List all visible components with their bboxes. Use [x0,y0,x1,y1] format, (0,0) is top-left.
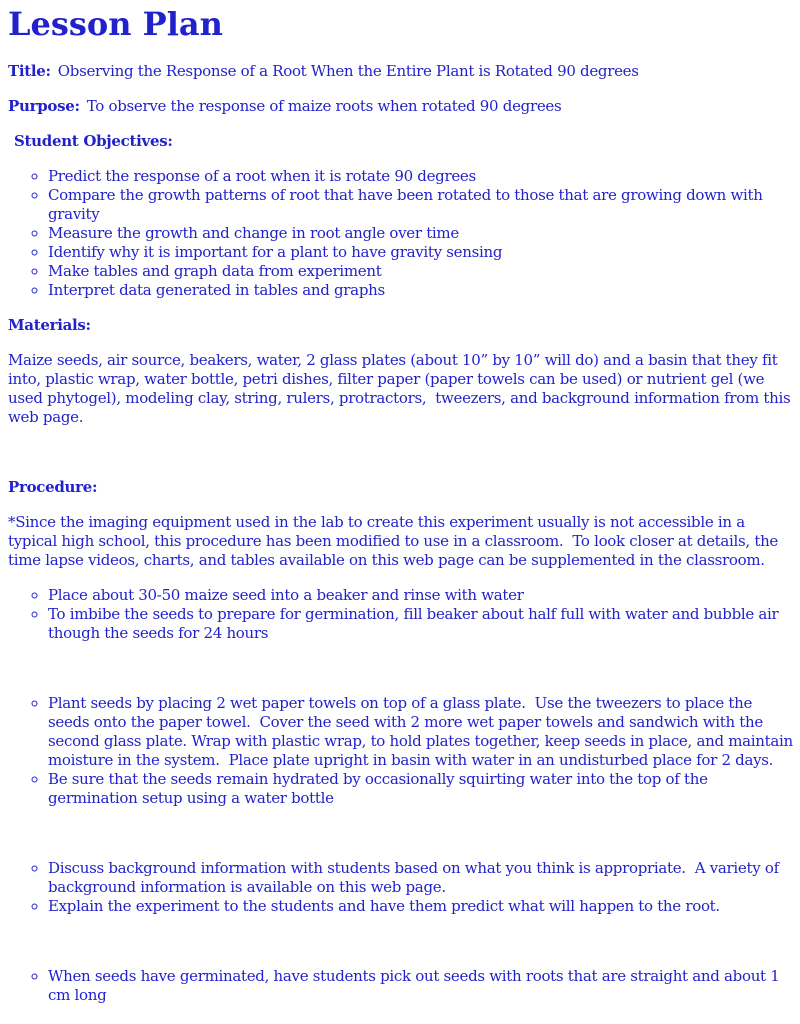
procedure-step-group [8,859,794,916]
blank-line [8,932,794,951]
list-item: ◦ Explain the experiment to the students and have them predict what will happen to the root. [48,897,794,916]
list-item: ◦ Be sure that the seeds remain hydrated by occasionally squirting water into the top of the germination setup using a water bottle [48,770,794,808]
list-item: ◦ Identify why it is important for a plant to have gravity sensing [48,243,794,262]
list-item: ◦ Plant seeds by placing 2 wet paper towels on top of a glass plate. Use the tweezers to place the seeds onto the paper towel. Cover the seed with 2 more wet paper towels and sandwich with the second glass plate. Wrap with plastic wrap, to hold plates together, keep seeds in place, and maintain moisture in the system. Place plate upright in basin with water in an undisturbed place for 2 days. [48,694,794,770]
procedure-step-group [8,967,794,1005]
procedure-step-group [8,694,794,808]
materials-text: Maize seeds, air source, beakers, water, 2 glass plates (about 10” by 10” will do) and a basin that they fit into, plastic wrap, water bottle, petri dishes, filter paper (paper towels can be used) or nutrient gel (we used phytogel), modeling clay, string, rulers, protractors, tweezers, and background information from this web page. [8,351,791,426]
list-item: ◦ Place about 30-50 maize seed into a beaker and rinse with water [48,586,794,605]
list-item: ◦ Compare the growth patterns of root that have been rotated to those that are growing down with gravity [48,186,794,224]
list-item: ◦ Discuss background information with students based on what you think is appropriate. A variety of background information is available on this web page. [48,859,794,897]
procedure-note: *Since the imaging equipment used in the lab to create this experiment usually is not accessible in a typical high school, this procedure has been modified to use in a classroom. To look closer at details, the time lapse videos, charts, and tables available on this web page can be supplemented in the classroom. [8,513,779,569]
page-title: Lesson Plan [8,5,223,43]
blank-line [8,443,794,462]
procedure-step-group [8,586,794,643]
purpose-line [8,97,794,116]
list-item: ◦ Predict the response of a root when it is rotate 90 degrees [48,167,794,186]
blank-line [8,824,794,843]
purpose-label: Purpose: [8,97,80,115]
materials-heading: Materials: [8,316,91,334]
title-text: Observing the Response of a Root When the Entire Plant is Rotated 90 degrees [57,62,639,80]
objectives-list [8,167,794,300]
title-line [8,62,794,81]
blank-line [8,659,794,678]
procedure-heading: Procedure: [8,478,98,496]
list-item: ◦ Make tables and graph data from experiment [48,262,794,281]
list-item: ◦ When seeds have germinated, have students pick out seeds with roots that are straight and about 1 cm long [48,967,794,1005]
list-item: ◦ To imbibe the seeds to prepare for germination, fill beaker about half full with water and bubble air though the seeds for 24 hours [48,605,794,643]
objectives-heading: Student Objectives: [14,132,173,150]
title-label: Title: [8,62,51,80]
list-item: ◦ Measure the growth and change in root angle over time [48,224,794,243]
list-item: ◦ Interpret data generated in tables and graphs [48,281,794,300]
purpose-text: To observe the response of maize roots when rotated 90 degrees [86,97,562,115]
